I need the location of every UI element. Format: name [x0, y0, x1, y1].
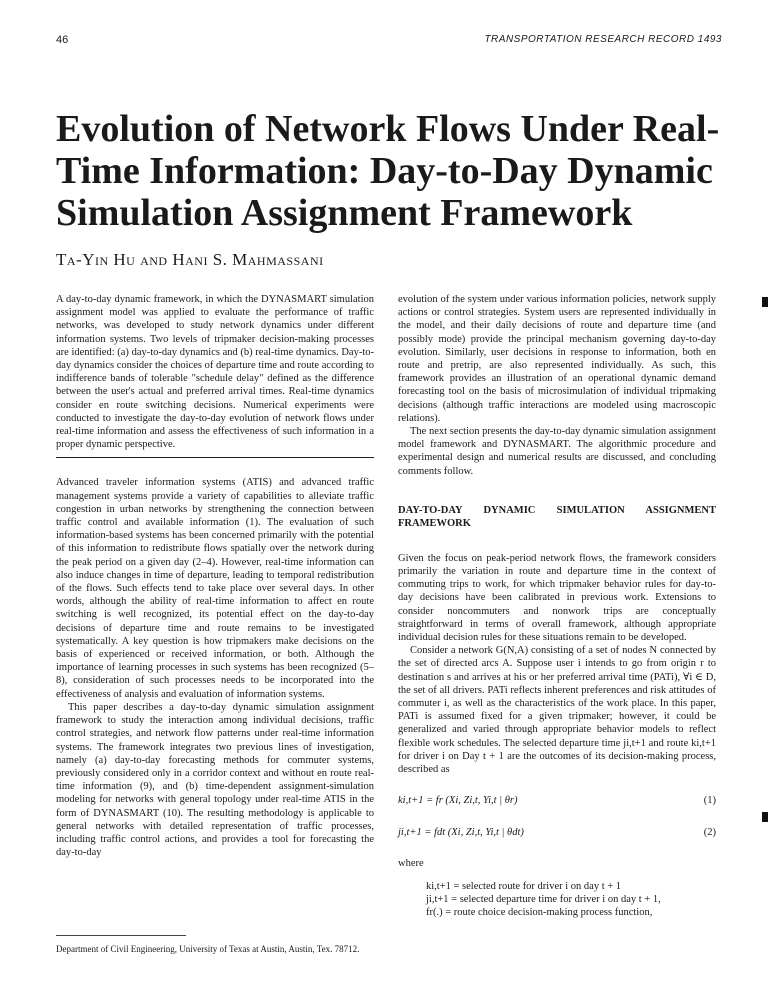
scan-edge-mark: [762, 297, 768, 307]
section-paragraph-2: Consider a network G(N,A) consisting of a set of nodes N connected by the set of directed arcs A. Suppose user i intends to go from origin r to destination s and arrives at his or her preferred arrival time (PATi), ∀i ∈ D, the set of all drivers. PATi reflects inherent preferences and risk attitudes of commuter i, as well as the characteristics of the work place. In this paper, PATi is assumed fixed for a given tripmaker; however, it could be generalized and varied through appropriate behavior models to reflect flexible work schedules. The selected departure time ji,t+1 and route ki,t+1 for driver i on Day t + 1 are the outcomes of its decision-making process, described as: [398, 645, 716, 776]
paper-authors: Ta-Yin Hu and Hani S. Mahmassani: [56, 250, 324, 269]
equation-1-number: (1): [703, 795, 716, 807]
definition-list: [426, 880, 716, 919]
definition-item: fr(.) = route choice decision-making process function,: [426, 906, 653, 918]
equation-1-expr: ki,t+1 = fr (Xi, Zi,t, Yi,t | θr): [398, 795, 518, 807]
definition-item: ji,t+1 = selected departure time for driver i on day t + 1,: [426, 893, 661, 905]
intro-paragraph-2: This paper describes a day-to-day dynamic simulation assignment framework to study the interaction among individual decisions, traffic control strategies, and network flow patterns under real-time information systems. The framework integrates two previous lines of investigation, namely (a) day-to-day forecasting methods for commuter systems, previously considered only in a corridor context and without en route real-time information (9), and (b) time-dependent assignment-simulation modeling for networks with general topology under real-time ATIS in the form of DYNASMART (10). The resulting methodology is applicable to general networks with detailed representation of traffic processes, including traffic control actions, and provides a tool for forecasting the day-to-day: [56, 701, 374, 859]
affiliation-footnote: [56, 935, 374, 955]
page-number: 46: [56, 34, 69, 46]
intro-paragraph-3: evolution of the system under various information policies, network supply actions or control strategies. System users are represented individually in the model, and their daily decisions of route and departure time (and possibly mode) provide the principal mechanism governing day-to-day evolution. Similarly, user decisions in response to information, both en route and pretrip, are also represented individually. As such, this framework provides an illustration of an operational dynamic demand forecasting tool on the basis of microsimulation of individual tripmaking decisions (although traffic interactions are modeled using macroscopic relations).: [398, 294, 716, 424]
scan-edge-mark: [762, 812, 768, 822]
definition-item: ki,t+1 = selected route for driver i on day t + 1: [426, 880, 622, 892]
footnote-divider: [56, 935, 186, 936]
paper-title: Evolution of Network Flows Under Real-Time Information: Day-to-Day Dynamic Simulation Assignment Framework: [56, 108, 720, 234]
equation-1: [398, 794, 716, 807]
equation-2-number: (2): [703, 826, 716, 838]
where-label: where: [398, 857, 424, 869]
equation-2-expr: ji,t+1 = fdt (Xi, Zi,t, Yi,t | θdt): [398, 826, 524, 838]
section-heading: DAY-TO-DAY DYNAMIC SIMULATION ASSIGNMENT FRAMEWORK: [398, 504, 716, 529]
right-column: [398, 293, 716, 919]
abstract-divider: [56, 457, 374, 458]
left-column: [56, 293, 374, 859]
equation-2: [398, 826, 716, 839]
footnote-text: Department of Civil Engineering, University of Texas at Austin, Austin, Tex. 78712.: [56, 944, 360, 954]
section-paragraph-1: Given the focus on peak-period network flows, the framework considers primarily the variation in route and departure time in the context of commuting trips to work, for which tripmaker behavior rules for day-to-day decisions have been calibrated in previous work. Extensions to consider noncommuters and nonwork trips are conceptually straightforward in terms of overall framework, although appropriate individual decision rules for these situations remain to be developed.: [398, 552, 716, 644]
abstract: A day-to-day dynamic framework, in which the DYNASMART simulation assignment model was applied to evaluate the performance of traffic networks, was developed to study network dynamics under different information systems. Two levels of tripmaker decision-making processes are identified: (a) day-to-day dynamics and (b) real-time dynamics. Day-to-day dynamics consider the choices of departure time and route according to indifference bands of tolerable "schedule delay" defined as the difference between the user's actual and preferred arrival times. Real-time dynamics consider en route switching decisions. Numerical experiments were conducted to investigate the day-to-day evolution of network flows under real-time information and assess the effectiveness of such information in a proper dynamic perspective.: [56, 294, 374, 451]
intro-paragraph-4: The next section presents the day-to-day dynamic simulation assignment model framework and DYNASMART. The algorithmic procedure and experimental design and numerical results are discussed, and concluding comments follow.: [398, 426, 716, 477]
intro-paragraph-1: Advanced traveler information systems (ATIS) and advanced traffic management systems provide a variety of capabilities to alleviate traffic congestion in urban networks by strengthening the connection between traffic control and available information (1). The evaluation of such information-based systems has been concerned primarily with the potential of this information to redistribute flows spatially over the network during the peak period on a given day (2–4). However, real-time information can also induce changes in time of departure, leading to temporal redistribution of the flows. Such effects tend to take place over several days. In other words, although the ability of real-time information to affect en route switching is well recognized, its potential effect on the day-to-day decisions of departure time and route remains to be investigated systematically. A key question is how tripmakers make decisions on the basis of experienced or received information, or both. Although the importance of learning processes in such systems has been recognized (5–8), consideration of such processes needs to be incorporated into the effectiveness of analysis and evaluation of information systems.: [56, 477, 374, 700]
journal-header: TRANSPORTATION RESEARCH RECORD 1493: [484, 34, 722, 45]
